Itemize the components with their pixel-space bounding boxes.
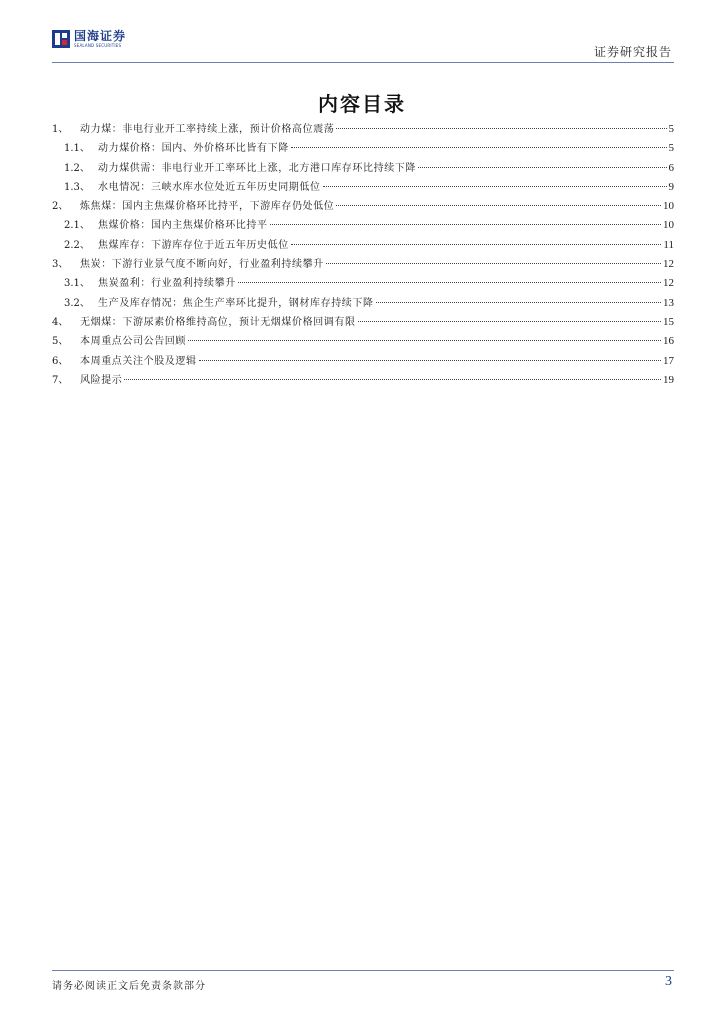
toc-entry-title: 本周重点关注个股及逻辑: [80, 355, 197, 367]
page-header: [52, 26, 674, 63]
toc-entry-title: 无烟煤：下游尿素价格维持高位，预计无烟煤价格回调有限: [80, 316, 356, 328]
toc-entry-title: 水电情况：三峡水库水位处近五年历史同期低位: [98, 181, 321, 193]
toc-entry-page: 5: [668, 142, 674, 155]
toc-dot-leader: [336, 128, 666, 129]
toc-entry-number: 7、: [52, 374, 69, 386]
toc-entry-page: 12: [663, 277, 674, 290]
toc-entry[interactable]: [52, 178, 674, 197]
toc-dot-leader: [238, 282, 661, 283]
table-of-contents: [52, 120, 674, 390]
toc-entry[interactable]: [52, 236, 674, 255]
toc-entry[interactable]: [52, 216, 674, 235]
company-logo: [52, 30, 126, 48]
toc-entry-page: 17: [663, 354, 674, 367]
toc-dot-leader: [358, 321, 661, 322]
toc-entry[interactable]: [52, 120, 674, 139]
toc-entry-number: 1.2、: [64, 162, 90, 174]
toc-entry-page: 11: [663, 238, 674, 251]
toc-entry-number: 4、: [52, 316, 69, 328]
page-number: 3: [665, 974, 672, 989]
toc-entry-title: 本周重点公司公告回顾: [80, 336, 186, 348]
toc-entry-number: 1.3、: [64, 181, 90, 193]
toc-entry-number: 5、: [52, 336, 69, 348]
toc-entry-page: 10: [663, 219, 674, 232]
toc-dot-leader: [270, 224, 661, 225]
sealand-logo-icon: [52, 30, 70, 48]
toc-entry-title: 风险提示: [80, 374, 123, 386]
toc-dot-leader: [323, 186, 667, 187]
toc-entry-page: 13: [663, 296, 674, 309]
toc-entry[interactable]: [52, 255, 674, 274]
toc-entry-title: 生产及库存情况：焦企生产率环比提升，钢材库存持续下降: [98, 297, 374, 309]
toc-entry-number: 2、: [52, 201, 69, 213]
toc-entry[interactable]: [52, 352, 674, 371]
toc-dot-leader: [376, 302, 661, 303]
toc-entry[interactable]: [52, 274, 674, 293]
toc-entry[interactable]: [52, 159, 674, 178]
toc-entry-number: 3.2、: [64, 297, 90, 309]
report-type-label: 证券研究报告: [593, 45, 672, 59]
page-footer: [52, 970, 674, 1001]
toc-entry-title: 动力煤供需：非电行业开工率环比上涨，北方港口库存环比持续下降: [98, 162, 416, 174]
toc-entry[interactable]: [52, 197, 674, 216]
toc-entry[interactable]: [52, 294, 674, 313]
toc-entry-number: 1.1、: [64, 143, 90, 155]
toc-entry-number: 2.1、: [64, 220, 90, 232]
toc-entry-page: 19: [663, 373, 674, 386]
toc-entry-page: 15: [663, 315, 674, 328]
toc-heading: 内容目录: [318, 92, 406, 116]
logo-english-name: SEALAND SECURITIES: [74, 43, 122, 48]
toc-entry-number: 3.1、: [64, 278, 90, 290]
toc-entry-title: 动力煤：非电行业开工率持续上涨，预计价格高位震荡: [80, 124, 335, 135]
toc-dot-leader: [326, 263, 661, 264]
toc-entry-number: 1、: [52, 124, 69, 135]
toc-entry-number: 3、: [52, 259, 69, 271]
logo-chinese-name: 国海证券: [74, 29, 127, 43]
toc-dot-leader: [199, 360, 661, 361]
toc-entry-number: 6、: [52, 355, 69, 367]
toc-entry[interactable]: [52, 313, 674, 332]
toc-entry-title: 动力煤价格：国内、外价格环比皆有下降: [98, 143, 289, 155]
toc-entry[interactable]: [52, 332, 674, 351]
toc-entry-title: 焦炭：下游行业景气度不断向好，行业盈利持续攀升: [80, 259, 324, 271]
toc-entry-title: 炼焦煤：国内主焦煤价格环比持平，下游库存仍处低位: [80, 201, 335, 213]
toc-entry[interactable]: [52, 371, 674, 390]
toc-dot-leader: [291, 147, 667, 148]
toc-entry[interactable]: [52, 139, 674, 158]
toc-dot-leader: [124, 379, 661, 380]
toc-entry-page: 16: [663, 335, 674, 348]
toc-entry-page: 12: [663, 258, 674, 271]
toc-entry-page: 6: [668, 161, 674, 174]
toc-entry-page: 9: [668, 180, 674, 193]
toc-entry-title: 焦炭盈利：行业盈利持续攀升: [98, 278, 236, 290]
toc-dot-leader: [336, 205, 661, 206]
toc-entry-title: 焦煤库存：下游库存位于近五年历史低位: [98, 239, 289, 251]
toc-entry-page: 5: [668, 123, 674, 135]
toc-dot-leader: [291, 244, 662, 245]
toc-entry-number: 2.2、: [64, 239, 90, 251]
toc-entry-title: 焦煤价格：国内主焦煤价格环比持平: [98, 220, 268, 232]
toc-dot-leader: [188, 340, 661, 341]
toc-dot-leader: [418, 167, 667, 168]
toc-entry-page: 10: [663, 200, 674, 213]
disclaimer-note: 请务必阅读正文后免责条款部分: [52, 981, 206, 992]
